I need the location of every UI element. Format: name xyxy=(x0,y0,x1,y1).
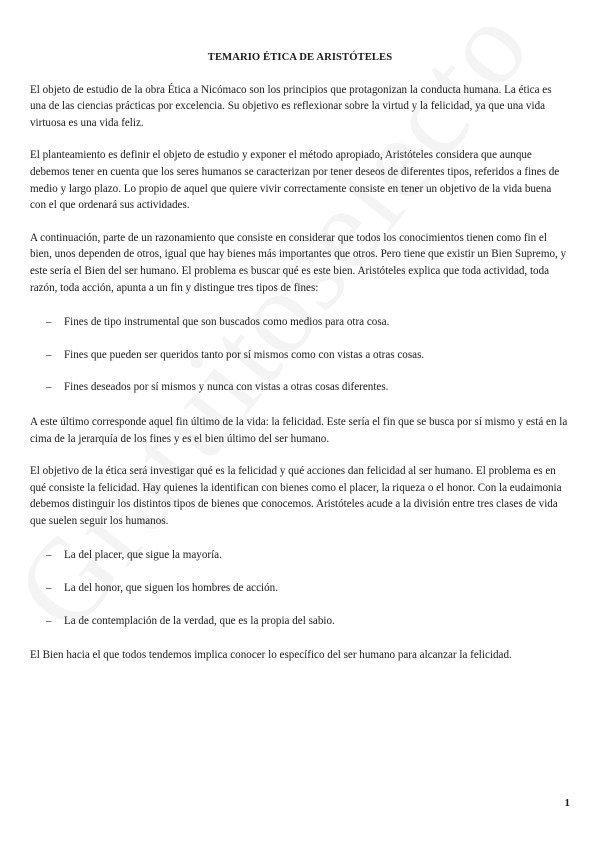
list-clases-de-vida xyxy=(30,547,570,629)
document-title: TEMARIO ÉTICA DE ARISTÓTELES xyxy=(207,52,393,63)
list-item xyxy=(30,580,570,597)
paragraph-felicidad: A este último corresponde aquel fin último de la vida: la felicidad. Este sería el fin que se busca por sí mismo y está en la cima de la jerarquía de los fines y es el bien último del ser humano. xyxy=(30,415,568,445)
paragraph-intro: El objeto de estudio de la obra Ética a Nicómaco son los principios que protagonizan la conducta humana. La ética es una de las ciencias prácticas por excelencia. Su objetivo es reflexionar sobre la virtud y la felicidad, ya que una vida virtuosa es una vida feliz. xyxy=(30,83,552,129)
bullet-dash: – xyxy=(46,582,52,595)
list-item xyxy=(30,547,570,564)
list-item-text: Fines de tipo instrumental que son buscados como medios para otra cosa. xyxy=(64,316,390,329)
paragraph-objetivo-etica: El objetivo de la ética será investigar qué es la felicidad y qué acciones dan felicidad al ser humano. El problema es en qué consiste la felicidad. Hay quienes la identifican con bienes como el placer, la riqueza o el honor. Con la eudaimonia debemos distinguir los distintos tipos de bienes que conocemos. Aristóteles acude a la división entre tres clases de vida que suelen seguir los humanos. xyxy=(30,465,562,527)
list-item xyxy=(30,379,570,396)
list-item xyxy=(30,314,570,331)
bullet-dash: – xyxy=(46,381,52,394)
list-item xyxy=(30,347,570,364)
bullet-dash: – xyxy=(46,549,52,562)
list-item-text: La del honor, que siguen los hombres de acción. xyxy=(64,582,278,595)
paragraph-razonamiento: A continuación, parte de un razonamiento que consiste en considerar que todos los conocimientos tienen como fin el bien, unos dependen de otros, igual que hay bienes más importantes que otros. Pero tiene que existir un Bien Supremo, y este sería el Bien del ser humano. El problema es buscar qué es este bien. Aristóteles explica que toda actividad, toda razón, toda acción, apunta a un fin y distingue tres tipos de fines: xyxy=(30,231,567,294)
paragraph-conclusion: El Bien hacia el que todos tendemos implica conocer lo específico del ser humano para alcanzar la felicidad. xyxy=(30,649,512,662)
list-item-text: La del placer, que sigue la mayoría. xyxy=(64,549,222,562)
bullet-dash: – xyxy=(46,614,52,627)
bullet-dash: – xyxy=(46,316,52,329)
list-item-text: Fines deseados por sí mismos y nunca con vistas a otras cosas diferentes. xyxy=(64,381,389,394)
list-item xyxy=(30,613,570,630)
list-item-text: Fines que pueden ser queridos tanto por sí mismos como con vistas a otras cosas. xyxy=(64,348,425,361)
list-tipos-de-fines xyxy=(30,314,570,396)
bullet-dash: – xyxy=(46,348,52,361)
document-body xyxy=(30,50,570,680)
list-item-text: La de contemplación de la verdad, que es la propia del sabio. xyxy=(64,614,335,627)
paragraph-planteamiento: El planteamiento es definir el objeto de estudio y exponer el método apropiado, Aristóteles considera que aunque debemos tener en cuenta que los seres humanos se caracterizan por tener deseos de diferentes tipos, referidos a fines de medio y largo plazo. Lo propio de aquel que quiere vivir correctamente consiste en tener un objetivo de la vida buena con el que ordenará sus actividades. xyxy=(30,149,560,212)
page-number: 1 xyxy=(564,797,570,809)
